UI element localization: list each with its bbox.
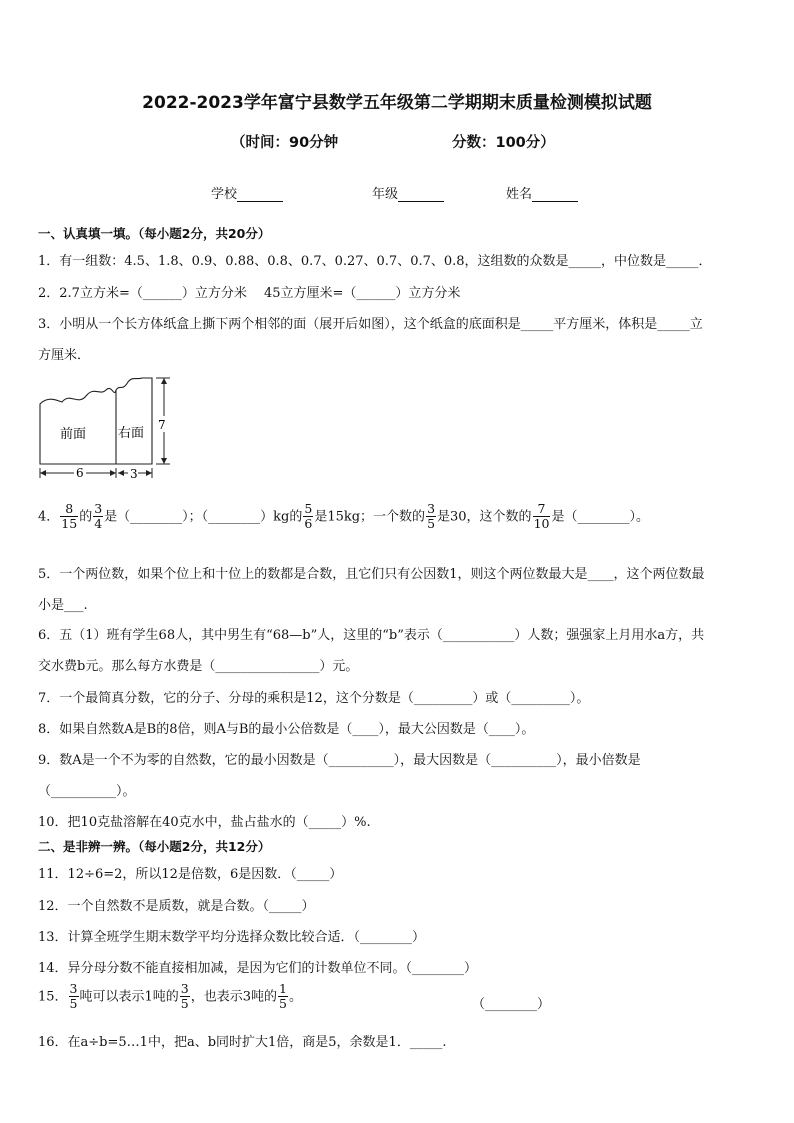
width-label-6: 6 — [76, 466, 84, 480]
question-4: 4． $\frac{8}{15}$ 的 $\frac{3}{4}$ 是（________）；（________）kg的 $\frac{5}{6}$ 是15kg；一个数的 $\frac{3}{5}$ 是30，这个数的 $\frac{7}{10}$ 是（________）。 — [38, 501, 649, 532]
question-1: 1．有一组数：4.5、1.8、0.9、0.88、0.8、0.7、0.27、0.7、0.7、0.8，这组数的众数是_____，中位数是_____． — [38, 254, 712, 269]
question-3-line-1: 3．小明从一个长方体纸盒上撕下两个相邻的面（展开后如图），这个纸盒的底面积是_____平方厘米，体积是_____立 — [38, 317, 703, 332]
width-label-3: 3 — [130, 467, 138, 481]
fraction-3-4: $\frac{3}{4}$ — [94, 501, 103, 532]
section-2-heading: 二、是非辨一辨。（每小题2分，共12分） — [38, 839, 271, 854]
question-10: 10．把10克盐溶解在40克水中，盐占盐水的（_____）%. — [38, 815, 371, 830]
fraction-3-5-b: $\frac{3}{5}$ — [180, 981, 189, 1012]
grade-label: 年级 — [372, 187, 399, 202]
name-blank[interactable] — [532, 187, 578, 202]
front-face-label: 前面 — [60, 427, 87, 442]
school-blank[interactable] — [237, 187, 283, 202]
question-3-line-2: 方厘米． — [38, 348, 91, 363]
question-15: 15． $\frac{3}{5}$ 吨可以表示1吨的 $\frac{3}{5}$ ，也表示3吨的 $\frac{1}{5}$ 。 — [38, 981, 302, 1012]
question-8: 8．如果自然数A是B的8倍，则A与B的最小公倍数是（____），最大公因数是（____）。 — [38, 722, 535, 737]
name-field — [506, 183, 578, 202]
question-15-answer-blank[interactable]: （________） — [472, 997, 551, 1012]
name-label: 姓名 — [506, 187, 533, 202]
page-title: 2022-2023学年富宁县数学五年级第二学期期末质量检测模拟试题 — [142, 93, 652, 113]
fraction-8-15: $\frac{8}{15}$ — [61, 501, 78, 532]
question-6-line-2: 交水费b元。那么每方水费是（________________）元。 — [38, 659, 359, 674]
question-12: 12．一个自然数不是质数，就是合数。（_____） — [38, 899, 315, 914]
question-11: 11．12÷6=2，所以12是倍数，6是因数．（_____） — [38, 867, 343, 882]
time-label: （时间：90分钟 — [231, 135, 339, 151]
question-9-line-2: （__________）。 — [38, 784, 136, 799]
unfolded-box-figure — [34, 372, 184, 488]
grade-blank[interactable] — [398, 187, 444, 202]
school-label: 学校 — [211, 187, 238, 202]
question-9-line-1: 9．数A是一个不为零的自然数，它的最小因数是（__________），最大因数是（__________），最小倍数是 — [38, 753, 641, 768]
score-label: 分数：100分） — [452, 135, 555, 151]
question-16: 16．在a÷b=5…1中，把a、b同时扩大1倍，商是5，余数是1．_____. — [38, 1035, 447, 1050]
fraction-1-5: $\frac{1}{5}$ — [279, 981, 287, 1012]
question-6-line-1: 6．五（1）班有学生68人，其中男生有“68—b”人，这里的“b”表示（___________）人数；强强家上月用水a方，共 — [38, 628, 705, 643]
question-2: 2．2.7立方米=（______）立方分米 45立方厘米=（______）立方分米 — [38, 286, 461, 301]
question-5-line-1: 5．一个两位数，如果个位上和十位上的数都是合数，且它们只有公因数1，则这个两位数最大是____，这个两位数最 — [38, 567, 705, 582]
height-label-7: 7 — [158, 418, 166, 432]
school-field — [211, 183, 283, 202]
grade-field — [372, 183, 444, 202]
fraction-3-5-a: $\frac{3}{5}$ — [69, 981, 78, 1012]
section-1-heading: 一、认真填一填。（每小题2分，共20分） — [38, 226, 271, 241]
question-13: 13．计算全班学生期末数学平均分选择众数比较合适．（________） — [38, 930, 426, 945]
question-7: 7．一个最简真分数，它的分子、分母的乘积是12，这个分数是（_________）或（_________）。 — [38, 691, 590, 706]
fraction-3-5: $\frac{3}{5}$ — [427, 501, 436, 532]
question-5-line-2: 小是___. — [38, 598, 88, 613]
fraction-5-6: $\frac{5}{6}$ — [304, 501, 313, 532]
fraction-7-10: $\frac{7}{10}$ — [533, 501, 550, 532]
question-14: 14．异分母分数不能直接相加减，是因为它们的计数单位不同。（________） — [38, 961, 478, 976]
right-face-label: 右面 — [118, 426, 145, 441]
